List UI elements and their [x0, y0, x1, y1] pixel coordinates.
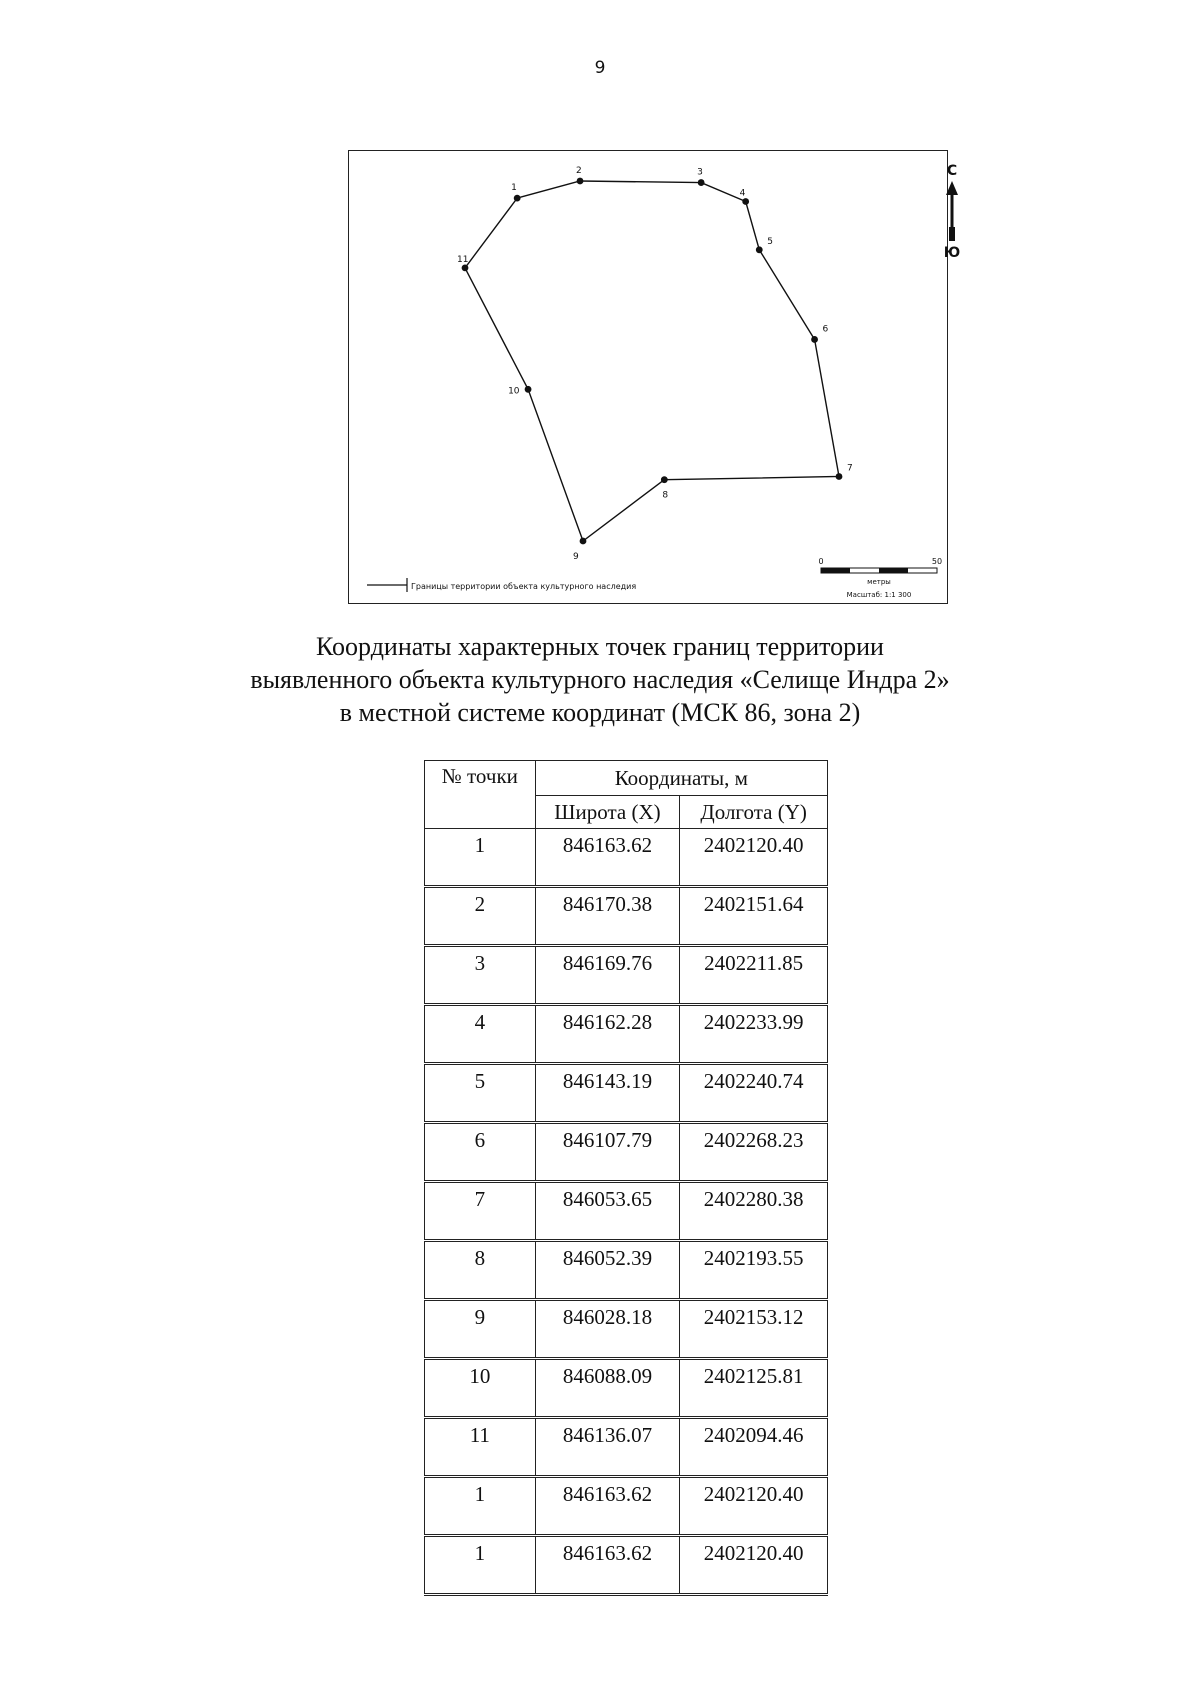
table-row	[425, 1418, 828, 1477]
cell-point-number: 1	[425, 1477, 536, 1536]
cell-longitude-y: 2402280.38	[680, 1182, 828, 1241]
cell-latitude-x: 846052.39	[535, 1241, 680, 1300]
point-label: 11	[457, 254, 469, 265]
caption-line-1: Координаты характерных точек границ территории	[316, 632, 884, 661]
point-label: 8	[662, 490, 669, 501]
point-label: 9	[573, 552, 579, 562]
cell-point-number: 10	[425, 1359, 536, 1418]
scale-units-label: метры	[867, 578, 891, 586]
boundary-point	[577, 178, 584, 185]
header-point-number: № точки	[425, 761, 536, 829]
cell-latitude-x: 846136.07	[535, 1418, 680, 1477]
south-label: Ю	[943, 245, 961, 261]
table-row	[425, 1300, 828, 1359]
table-caption	[100, 630, 1100, 729]
boundary-point	[836, 473, 843, 480]
boundary-point	[698, 179, 705, 186]
cell-longitude-y: 2402151.64	[680, 887, 828, 946]
scale-bar	[818, 557, 942, 599]
scale-ratio-label: Масштаб: 1:1 300	[846, 591, 912, 599]
cell-point-number: 4	[425, 1005, 536, 1064]
table-row	[425, 946, 828, 1005]
table-row	[425, 1536, 828, 1595]
cell-latitude-x: 846163.62	[535, 1536, 680, 1595]
caption-line-3: в местной системе координат (МСК 86, зона 2)	[339, 698, 861, 727]
point-label: 4	[739, 188, 746, 199]
cell-longitude-y: 2402153.12	[680, 1300, 828, 1359]
cell-longitude-y: 2402120.40	[680, 1536, 828, 1595]
point-label: 2	[576, 166, 582, 176]
point-label: 6	[822, 324, 829, 335]
table-row	[425, 1005, 828, 1064]
cell-latitude-x: 846170.38	[535, 887, 680, 946]
cell-latitude-x: 846169.76	[535, 946, 680, 1005]
table-row	[425, 887, 828, 946]
table-row	[425, 1359, 828, 1418]
point-label: 1	[511, 183, 517, 194]
legend-label: Границы территории объекта культурного наследия	[411, 582, 637, 591]
cell-longitude-y: 2402240.74	[680, 1064, 828, 1123]
page-number: 9	[594, 58, 606, 78]
cell-point-number: 8	[425, 1241, 536, 1300]
north-label: С	[946, 163, 958, 179]
boundary-point	[811, 336, 818, 343]
scale-start-label: 0	[818, 557, 824, 566]
cell-latitude-x: 846053.65	[535, 1182, 680, 1241]
cell-point-number: 1	[425, 829, 536, 887]
boundary-point	[525, 386, 532, 393]
cell-point-number: 11	[425, 1418, 536, 1477]
cell-latitude-x: 846162.28	[535, 1005, 680, 1064]
table-row	[425, 1241, 828, 1300]
cell-point-number: 7	[425, 1182, 536, 1241]
boundary-point	[661, 476, 668, 483]
header-longitude-y: Долгота (Y)	[680, 796, 828, 829]
cell-longitude-y: 2402193.55	[680, 1241, 828, 1300]
header-coordinates: Координаты, м	[535, 761, 827, 796]
cell-point-number: 3	[425, 946, 536, 1005]
legend	[367, 578, 636, 592]
table-row	[425, 1182, 828, 1241]
coordinates-table-body	[425, 829, 828, 1595]
cell-point-number: 9	[425, 1300, 536, 1359]
cell-longitude-y: 2402211.85	[680, 946, 828, 1005]
point-label: 3	[697, 167, 703, 178]
cell-longitude-y: 2402268.23	[680, 1123, 828, 1182]
table-row	[425, 1123, 828, 1182]
cell-point-number: 5	[425, 1064, 536, 1123]
cell-longitude-y: 2402120.40	[680, 1477, 828, 1536]
coordinates-table	[424, 760, 828, 1596]
cell-point-number: 2	[425, 887, 536, 946]
boundary-point	[756, 246, 763, 253]
cell-longitude-y: 2402120.40	[680, 829, 828, 887]
table-row	[425, 1477, 828, 1536]
boundary-polygon	[465, 181, 839, 541]
cell-point-number: 1	[425, 1536, 536, 1595]
boundary-map-drawing	[349, 151, 961, 605]
boundary-polygon-group	[457, 166, 853, 562]
point-label: 5	[767, 236, 773, 247]
cell-point-number: 6	[425, 1123, 536, 1182]
header-latitude-x: Широта (X)	[535, 796, 680, 829]
scale-end-label: 50	[931, 557, 943, 566]
point-label: 7	[847, 463, 853, 474]
table-row	[425, 1064, 828, 1123]
boundary-point	[462, 264, 469, 271]
cell-longitude-y: 2402233.99	[680, 1005, 828, 1064]
cell-latitude-x: 846028.18	[535, 1300, 680, 1359]
table-row	[425, 829, 828, 887]
cell-latitude-x: 846143.19	[535, 1064, 680, 1123]
cell-latitude-x: 846163.62	[535, 1477, 680, 1536]
cell-latitude-x: 846107.79	[535, 1123, 680, 1182]
boundary-point	[514, 195, 521, 202]
boundary-point	[742, 198, 749, 205]
point-label: 10	[508, 386, 520, 397]
boundary-point	[580, 538, 587, 545]
boundary-map	[348, 150, 961, 604]
cell-latitude-x: 846088.09	[535, 1359, 680, 1418]
cell-longitude-y: 2402094.46	[680, 1418, 828, 1477]
cell-longitude-y: 2402125.81	[680, 1359, 828, 1418]
cell-latitude-x: 846163.62	[535, 829, 680, 887]
caption-line-2: выявленного объекта культурного наследия «Селище Индра 2»	[250, 665, 950, 694]
